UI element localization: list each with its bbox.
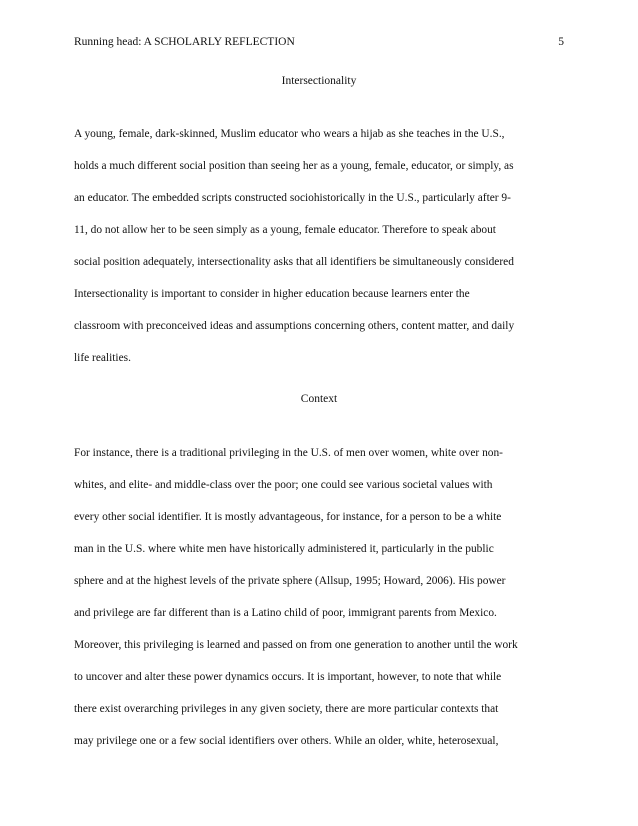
text-line: there exist overarching privileges in any given society, there are more particular contexts that: [74, 703, 499, 715]
text-line: and privilege are far different than is a Latino child of poor, immigrant parents from Mexico.: [74, 607, 497, 619]
section-heading-context: Context: [300, 393, 338, 405]
page-header: [74, 34, 564, 50]
text-line: social position adequately, intersectionality asks that all identifiers be simultaneously considered: [74, 256, 514, 268]
text-line: For instance, there is a traditional privileging in the U.S. of men over women, white over non-: [74, 447, 503, 459]
text-line: life realities.: [74, 352, 131, 364]
running-head: Running head: A SCHOLARLY REFLECTION: [74, 36, 295, 48]
text-line: to uncover and alter these power dynamics occurs. It is important, however, to note that while: [74, 671, 502, 683]
text-line: an educator. The embedded scripts constructed sociohistorically in the U.S., particularly after 9-: [74, 192, 511, 204]
text-line: Moreover, this privileging is learned and passed on from one generation to another until the work: [74, 639, 518, 651]
text-line: may privilege one or a few social identifiers over others. While an older, white, heterosexual,: [74, 735, 499, 747]
page-number: 5: [558, 36, 564, 48]
paragraph-context: [74, 445, 574, 765]
text-line: every other social identifier. It is mostly advantageous, for instance, for a person to be a white: [74, 511, 502, 523]
text-line: Intersectionality is important to consider in higher education because learners enter the: [74, 288, 470, 300]
text-line: A young, female, dark-skinned, Muslim educator who wears a hijab as she teaches in the U.S.,: [74, 128, 505, 140]
section-heading-intersectionality: Intersectionality: [281, 75, 357, 87]
text-line: whites, and elite- and middle-class over the poor; one could see various societal values with: [74, 479, 493, 491]
text-line: classroom with preconceived ideas and assumptions concerning others, content matter, and daily: [74, 320, 515, 332]
paragraph-intersectionality: [74, 126, 574, 382]
text-line: man in the U.S. where white men have historically administered it, particularly in the public: [74, 543, 494, 555]
text-line: sphere and at the highest levels of the private sphere (Allsup, 1995; Howard, 2006). His power: [74, 575, 506, 587]
text-line: 11, do not allow her to be seen simply as a young, female educator. Therefore to speak about: [74, 224, 496, 236]
text-line: holds a much different social position than seeing her as a young, female, educator, or simply, as: [74, 160, 514, 172]
